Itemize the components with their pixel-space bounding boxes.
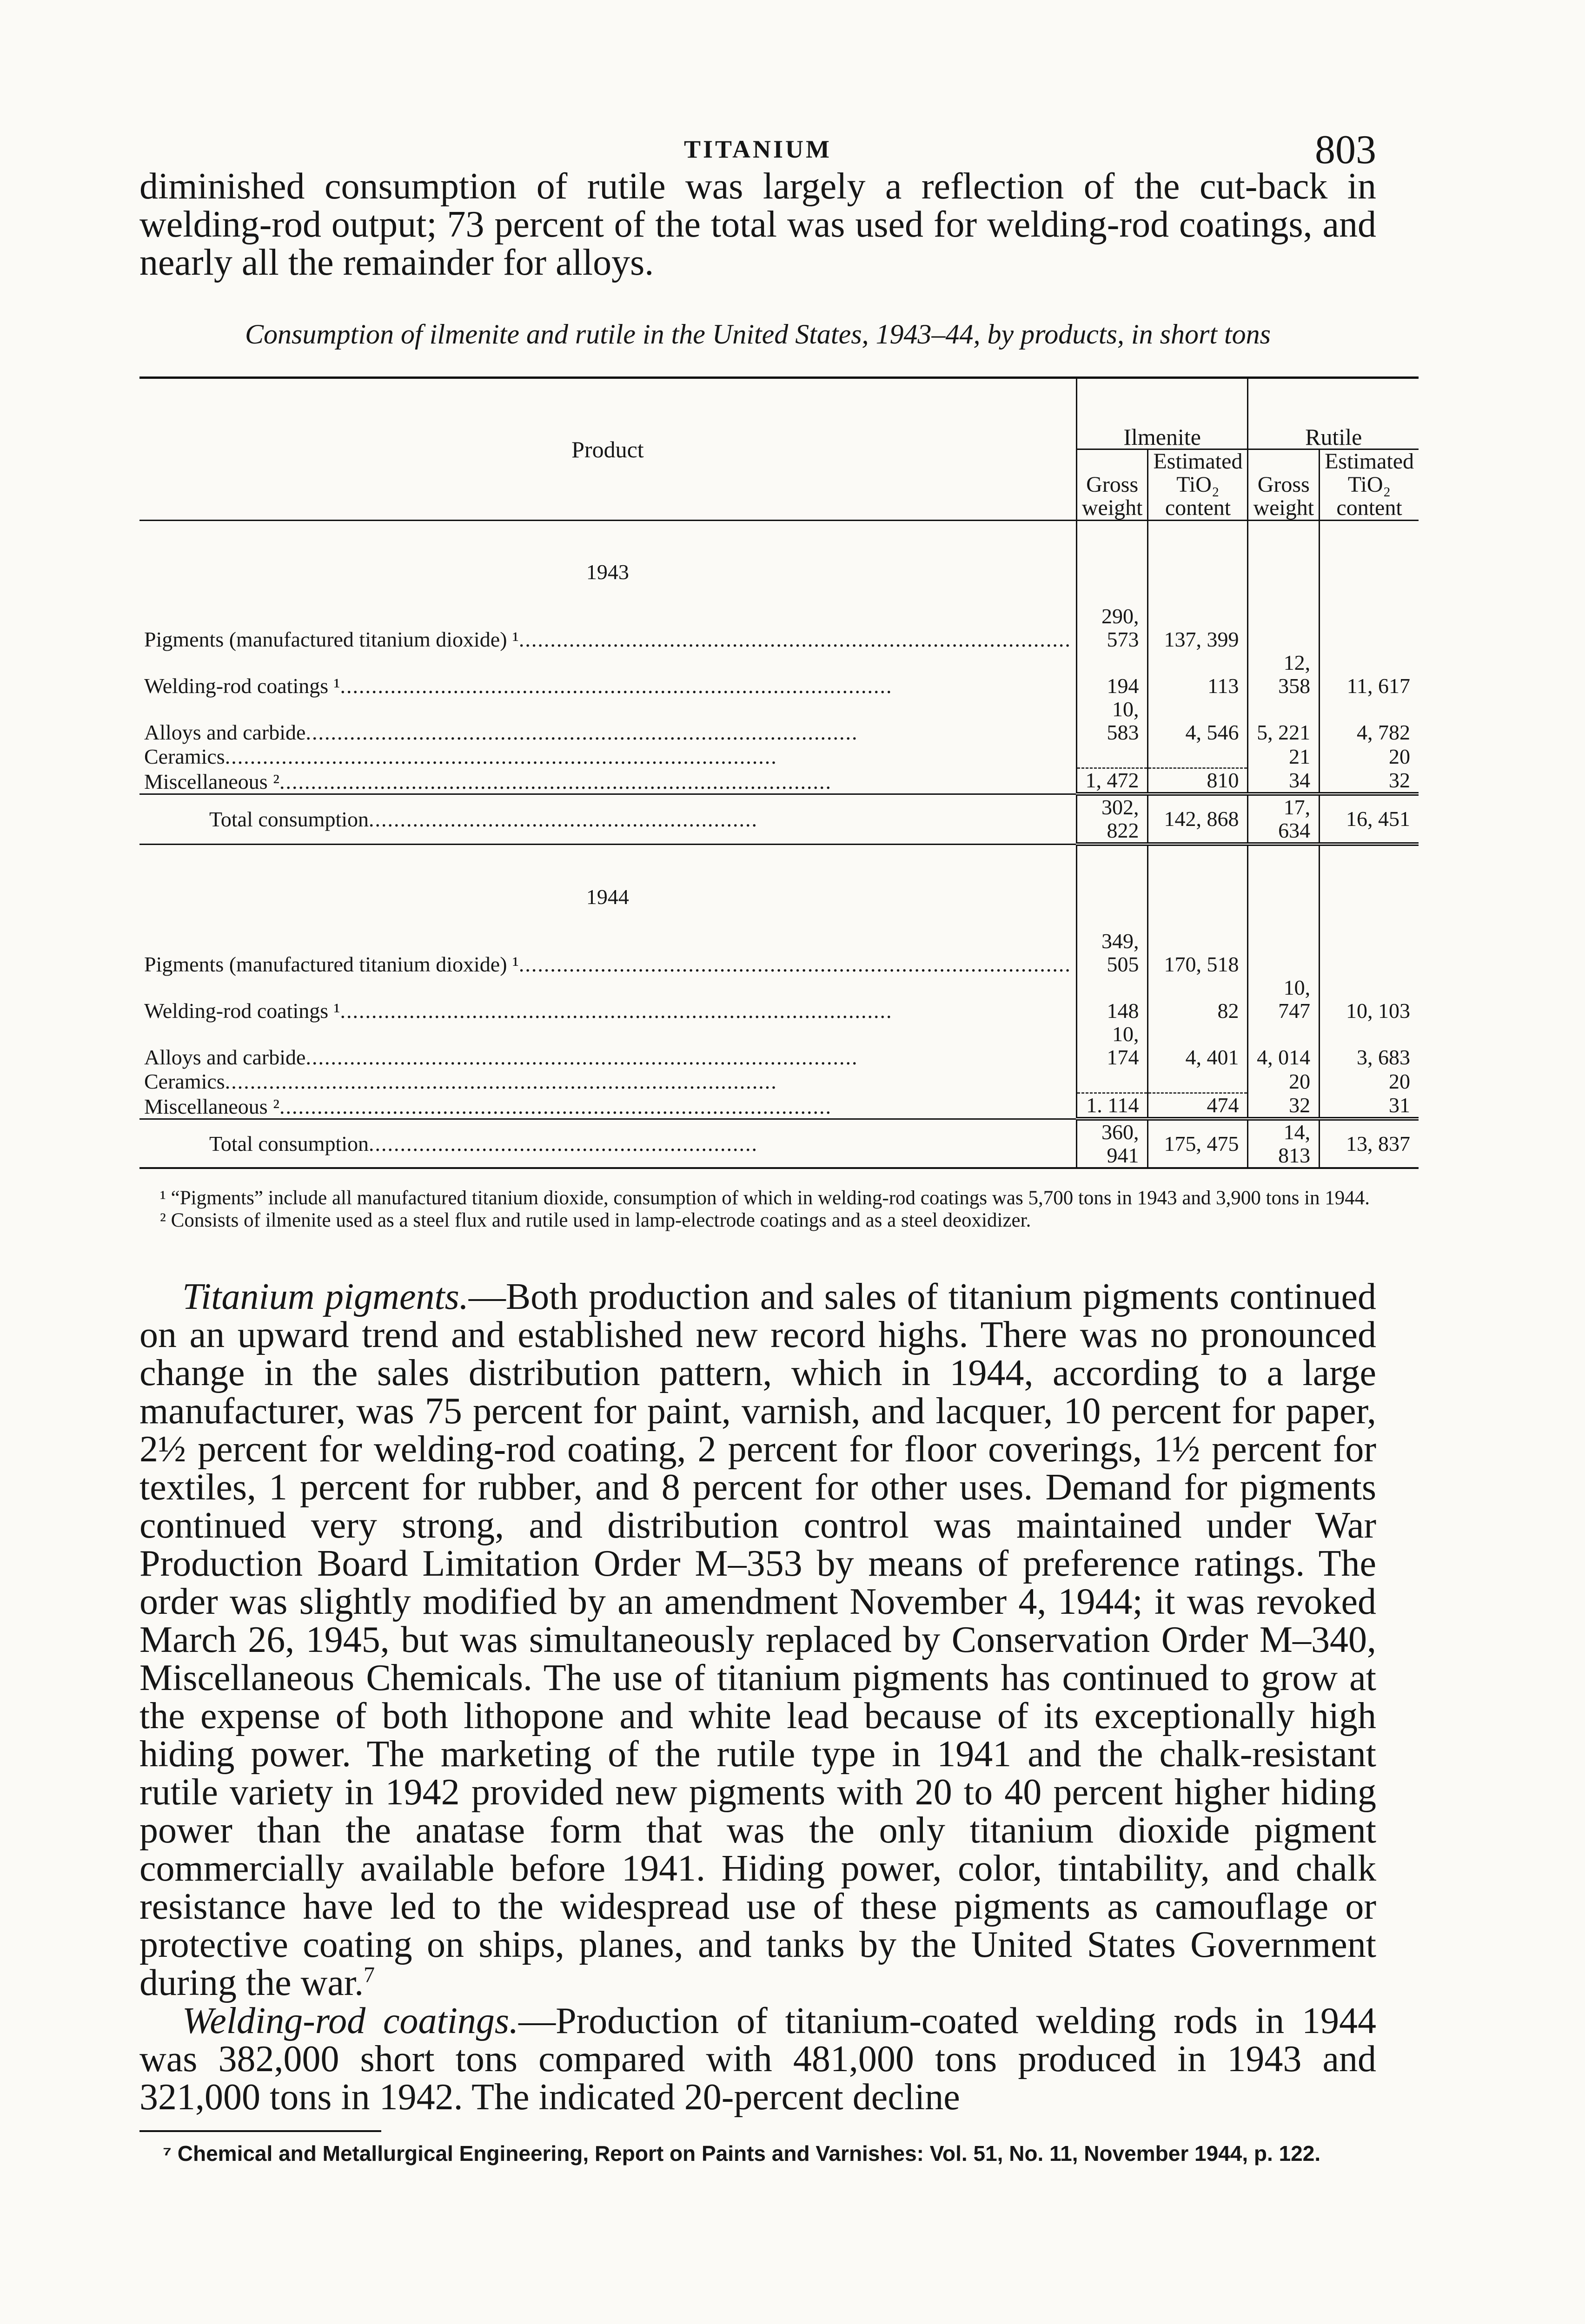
table-row <box>139 744 1419 768</box>
row-label: Welding-rod coatings ¹........................................................................................ <box>144 674 893 698</box>
table-row <box>139 930 1419 976</box>
running-head <box>139 116 1376 172</box>
cell-rut-tio2: 10, 103 <box>1320 976 1419 1023</box>
row-label: Alloys and carbide........................................................................................ <box>144 1045 858 1069</box>
row-label: Alloys and carbide........................................................................................ <box>144 720 858 744</box>
cell-ilm-gross: 349, 505 <box>1076 930 1148 976</box>
table-row <box>139 698 1419 744</box>
year-row <box>139 846 1419 930</box>
total-rut-gross: 14, 813 <box>1248 1121 1320 1168</box>
table-body <box>139 521 1419 1168</box>
row-label: Pigments (manufactured titanium dioxide) ¹........................................................................................ <box>144 952 1071 976</box>
total-row <box>139 1121 1419 1168</box>
cell-rut-gross: 32 <box>1248 1093 1320 1119</box>
cell-rut-gross <box>1248 930 1320 976</box>
cell-ilm-tio2: 4, 546 <box>1148 698 1248 744</box>
cell-rut-tio2: 31 <box>1320 1093 1419 1119</box>
table-footnotes <box>139 1188 1376 1231</box>
cell-ilm-tio2: 810 <box>1148 768 1248 794</box>
cell-rut-tio2: 11, 617 <box>1320 651 1419 698</box>
table-row <box>139 1093 1419 1119</box>
cell-ilm-tio2 <box>1148 1069 1248 1093</box>
cell-rut-tio2: 32 <box>1320 768 1419 794</box>
cell-rut-tio2: 20 <box>1320 1069 1419 1093</box>
running-title: TITANIUM <box>683 135 832 163</box>
table-row <box>139 605 1419 651</box>
total-ilm-tio2: 175, 475 <box>1148 1121 1248 1168</box>
cell-ilm-gross: 1, 472 <box>1076 768 1148 794</box>
total-rut-tio2: 16, 451 <box>1320 796 1419 844</box>
ilmenite-header: Ilmenite <box>1076 378 1248 449</box>
table-row <box>139 768 1419 794</box>
table-row <box>139 976 1419 1023</box>
cell-ilm-gross: 1. 114 <box>1076 1093 1148 1119</box>
product-header: Product <box>571 436 644 462</box>
cell-rut-gross: 20 <box>1248 1069 1320 1093</box>
cell-rut-gross: 5, 221 <box>1248 698 1320 744</box>
table-head-row <box>139 378 1419 449</box>
cell-rut-gross: 10, 747 <box>1248 976 1320 1023</box>
page <box>139 116 1414 2166</box>
cell-rut-tio2: 20 <box>1320 744 1419 768</box>
consumption-table <box>139 376 1419 1169</box>
ilmenite-tio2-header: Estimated TiO₂ content <box>1148 449 1248 521</box>
table-row <box>139 1069 1419 1093</box>
row-label: Miscellaneous ²........................................................................................ <box>144 1094 832 1118</box>
pigments-text: —Both production and sales of titanium pigments continued on an upward trend and established new record highs. There was no pronounced change in the sales distribution pattern, which in 1944, according to a large manufacturer, was 75 percent for paint, varnish, and lacquer, 10 percent for paper, 2½ percent for welding-rod coating, 2 percent for floor coverings, 1½ percent for textiles, 1 percent for rubber, and 8 percent for other uses. Demand for pigments continued very strong, and distribution control was maintained under War Production Board Limitation Order M–353 by means of preference ratings. The order was slightly modified by an amendment November 4, 1944; it was revoked March 26, 1945, but was simultaneously replaced by Conservation Order M–340, Miscellaneous Chemicals. The use of titanium pigments has continued to grow at the expense of both lithopone and white lead because of its exceptionally high hiding power. The marketing of the rutile type in 1941 and the chalk-resistant rutile variety in 1942 provided new pigments with 20 to 40 percent higher hiding power than the anatase form that was the only titanium dioxide pigment commercially available before 1941. Hiding power, color, tintability, and chalk resistance have led to the widespread use of these pigments as camouflage or protective coating on ships, planes, and tanks by the United States Government during the war. <box>139 1276 1376 2003</box>
rutile-gross-header: Gross weight <box>1248 449 1320 521</box>
total-rut-tio2: 13, 837 <box>1320 1121 1419 1168</box>
pigments-heading: Titanium pigments. <box>182 1276 469 1317</box>
cell-ilm-gross <box>1076 744 1148 768</box>
year-row <box>139 521 1419 605</box>
cell-rut-gross: 21 <box>1248 744 1320 768</box>
welding-text: —Production of titanium-coated welding rods in 1944 was 382,000 short tons compared with 481,000 tons produced in 1943 and 321,000 tons in 1942. The indicated 20-percent decline <box>139 2000 1376 2118</box>
year-label: 1944 <box>586 885 629 909</box>
table-row <box>139 1023 1419 1069</box>
cell-ilm-tio2 <box>1148 744 1248 768</box>
cell-ilm-gross: 10, 174 <box>1076 1023 1148 1069</box>
footnote-rule <box>139 2130 381 2132</box>
row-label: Welding-rod coatings ¹........................................................................................ <box>144 999 893 1023</box>
row-label: Pigments (manufactured titanium dioxide) ¹........................................................................................ <box>144 627 1071 651</box>
year-label: 1943 <box>586 560 629 584</box>
cell-ilm-gross: 148 <box>1076 976 1148 1023</box>
cell-rut-tio2: 4, 782 <box>1320 698 1419 744</box>
table-row <box>139 651 1419 698</box>
page-footnote: ⁷ Chemical and Metallurgical Engineering, Report on Paints and Varnishes: Vol. 51, No. 11, November 1944, p. 122. <box>163 2141 1321 2166</box>
cell-ilm-tio2: 82 <box>1148 976 1248 1023</box>
rutile-tio2-header: Estimated TiO₂ content <box>1320 449 1419 521</box>
row-label: Ceramics........................................................................................ <box>144 744 777 768</box>
total-row <box>139 796 1419 844</box>
cell-rut-gross <box>1248 605 1320 651</box>
row-label: Miscellaneous ²........................................................................................ <box>144 769 832 793</box>
cell-rut-tio2 <box>1320 930 1419 976</box>
cell-ilm-tio2: 113 <box>1148 651 1248 698</box>
cell-ilm-tio2: 170, 518 <box>1148 930 1248 976</box>
cell-ilm-tio2: 137, 399 <box>1148 605 1248 651</box>
row-label: Ceramics........................................................................................ <box>144 1069 777 1093</box>
table-footnote: ² Consists of ilmenite used as a steel flux and rutile used in lamp-electrode coatings and as a steel deoxidizer. <box>160 1209 1031 1231</box>
total-rut-gross: 17, 634 <box>1248 796 1320 844</box>
cell-rut-gross: 12, 358 <box>1248 651 1320 698</box>
total-label: Total consumption.............................................................. <box>209 1132 758 1155</box>
total-ilm-gross: 302, 822 <box>1076 796 1148 844</box>
intro-paragraph: diminished consumption of rutile was largely a reflection of the cut-back in welding-rod output; 73 percent of the total was used for welding-rod coatings, and nearly all the remainder for alloys. <box>139 166 1376 283</box>
page-number: 803 <box>1315 127 1376 172</box>
rutile-header: Rutile <box>1248 378 1419 449</box>
total-label: Total consumption.............................................................. <box>209 807 758 832</box>
welding-paragraph <box>139 2002 1376 2116</box>
cell-rut-gross: 4, 014 <box>1248 1023 1320 1069</box>
cell-ilm-gross: 290, 573 <box>1076 605 1148 651</box>
footnote-ref: 7 <box>364 1962 375 1987</box>
total-ilm-tio2: 142, 868 <box>1148 796 1248 844</box>
welding-heading: Welding-rod coatings. <box>182 2000 519 2041</box>
cell-ilm-gross: 10, 583 <box>1076 698 1148 744</box>
pigments-paragraph <box>139 1278 1376 2002</box>
total-ilm-gross: 360, 941 <box>1076 1121 1148 1168</box>
cell-rut-tio2 <box>1320 605 1419 651</box>
cell-ilm-gross <box>1076 1069 1148 1093</box>
cell-ilm-gross: 194 <box>1076 651 1148 698</box>
table-caption: Consumption of ilmenite and rutile in the United States, 1943–44, by products, in short tons <box>245 319 1271 350</box>
ilmenite-gross-header: Gross weight <box>1076 449 1148 521</box>
pigments-section <box>139 1278 1376 2116</box>
cell-rut-gross: 34 <box>1248 768 1320 794</box>
cell-rut-tio2: 3, 683 <box>1320 1023 1419 1069</box>
cell-ilm-tio2: 4, 401 <box>1148 1023 1248 1069</box>
cell-ilm-tio2: 474 <box>1148 1093 1248 1119</box>
table-footnote: ¹ “Pigments” include all manufactured titanium dioxide, consumption of which in welding-rod coatings was 5,700 tons in 1943 and 3,900 tons in 1944. <box>160 1187 1370 1209</box>
